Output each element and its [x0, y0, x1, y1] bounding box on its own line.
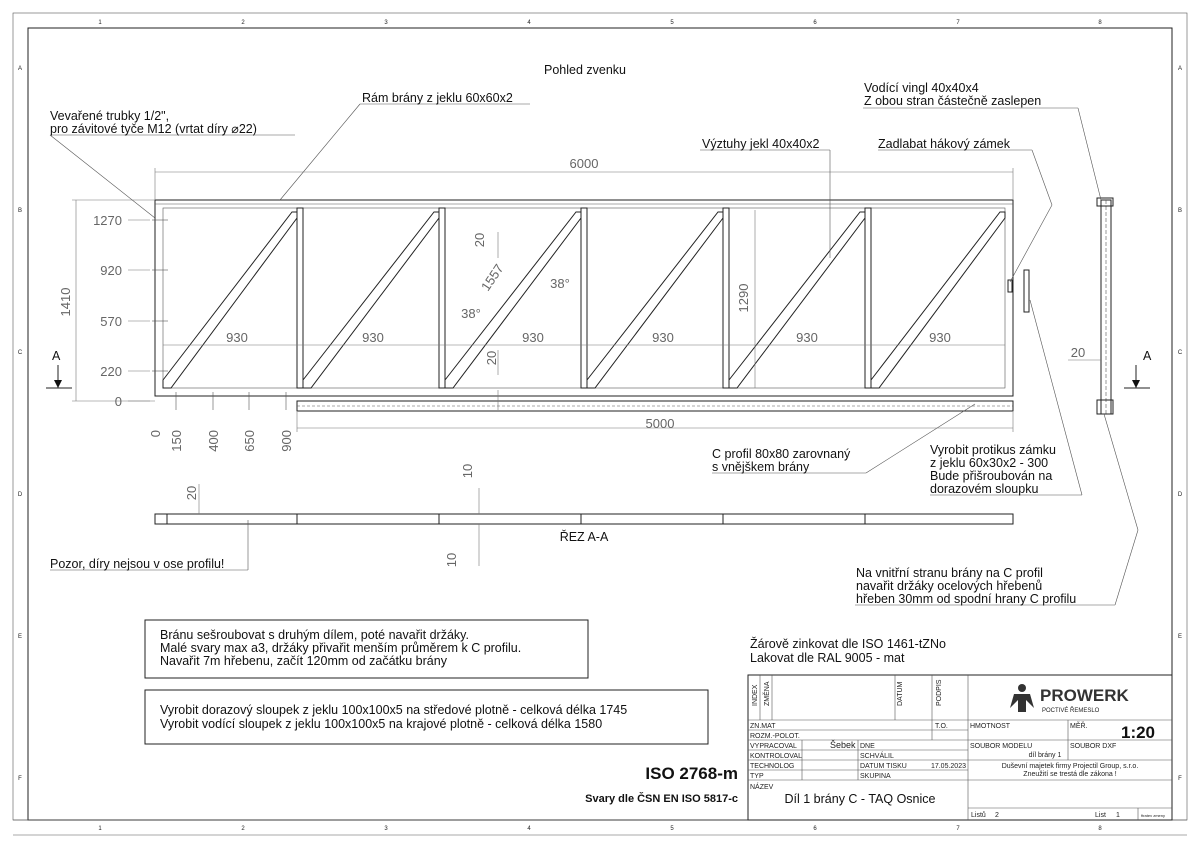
- tb-dxf-label: SOUBOR DXF: [1070, 743, 1117, 750]
- dim-y-level: 920: [100, 263, 122, 278]
- stiffeners-note: Výztuhy jekl 40x40x2: [702, 137, 820, 151]
- tb-index: INDEX: [752, 684, 759, 706]
- vertical-post: [723, 208, 729, 388]
- cprofile-note-l1: C profil 80x80 zarovnaný: [712, 447, 851, 461]
- tb-print-date: 17.05.2023: [930, 763, 966, 770]
- zone-col: 4: [527, 20, 531, 26]
- welds-note: Svary dle ČSN EN ISO 5817-c: [585, 793, 738, 805]
- dim-x-level: 150: [169, 430, 184, 452]
- logo-subtext: POCTIVÉ ŘEMESLO: [1042, 708, 1100, 714]
- tb-approved: SCHVÁLIL: [860, 753, 894, 760]
- zone-row: F: [18, 776, 22, 782]
- pipes-note-l2: pro závitové tyče M12 (vrtat díry ⌀22): [50, 122, 257, 136]
- zone-row: E: [1177, 634, 1183, 640]
- dim-y-level: 1270: [93, 213, 122, 228]
- tb-type: TYP: [750, 773, 764, 780]
- tb-checked: KONTROLOVAL: [750, 753, 802, 760]
- counter-note-l2: z jeklu 60x30x2 - 300: [930, 456, 1049, 470]
- view-title: Pohled zvenku: [543, 63, 627, 77]
- counter-note-l4: dorazovém sloupku: [930, 482, 1039, 496]
- dim-offset-bottom: 20: [484, 350, 499, 366]
- tb-model-label: SOUBOR MODELU: [970, 743, 1033, 750]
- zone-row: E: [17, 634, 23, 640]
- rack-note-l3: hřeben 30mm od spodní hrany C profilu: [856, 592, 1077, 606]
- tb-drawn-by: Šebek: [830, 740, 856, 750]
- zone-columns-top: [98, 20, 1102, 26]
- dim-diagonal: 1557: [477, 261, 507, 294]
- dim-y-level: 220: [100, 364, 122, 379]
- gate-front-view: [152, 200, 1029, 411]
- dim-offset-top: 20: [472, 232, 487, 248]
- tb-to: T.O.: [935, 723, 948, 730]
- zone-columns-bottom: [98, 826, 1102, 832]
- dim-bottom-length: 5000: [645, 416, 675, 431]
- dim-overall-height: 1410: [58, 287, 73, 317]
- zone-rows-right: [1178, 66, 1183, 782]
- dim-angle: 38°: [550, 276, 570, 291]
- tb-scale-label: MĚŘ.: [1070, 723, 1088, 730]
- tb-ip-l1: Duševní majetek firmy Projectil Group, s.r.o.: [1001, 763, 1139, 770]
- section-dim: 10: [460, 463, 475, 479]
- gate-frame-outer: [155, 200, 1013, 396]
- rack-note-l2: navařit držáky ocelových hřebenů: [856, 579, 1043, 593]
- zone-row: C: [1177, 350, 1183, 356]
- tb-signature: PODPIS: [936, 679, 943, 706]
- zone-col: 5: [670, 826, 674, 832]
- dim-panel-width: 930: [652, 330, 674, 345]
- counter-note-l3: Bude přišroubován na: [930, 469, 1053, 483]
- lock-note: Zadlabat hákový zámek: [878, 137, 1011, 151]
- tb-ip-l2: Zneužití se trestá dle zákona !: [1023, 771, 1117, 778]
- zone-col: 5: [670, 20, 674, 26]
- cprofile-note-l2: s vnějškem brány: [712, 460, 810, 474]
- tb-zn-mat: ZN.MAT: [750, 723, 776, 730]
- tb-rozm: ROZM.-POLOT.: [750, 733, 800, 740]
- dim-side-offset: 20: [1070, 345, 1086, 360]
- counter-note-l1: Vyrobit protikus zámku: [930, 443, 1056, 457]
- tb-weight: HMOTNOST: [970, 723, 1011, 730]
- zone-rows-left: [18, 66, 23, 782]
- rack-note-l1: Na vnitřní stranu brány na C profil: [856, 566, 1043, 580]
- zone-row: C: [17, 350, 23, 356]
- vertical-post: [297, 208, 303, 388]
- section-a-a: [155, 484, 1013, 566]
- dim-y-level: 570: [100, 314, 122, 329]
- tb-scale: 1:20: [1120, 723, 1156, 742]
- zone-col: 1: [98, 826, 102, 832]
- diagonal-brace: [163, 212, 297, 388]
- dim-inner-height: 1290: [736, 283, 751, 313]
- vertical-post: [865, 208, 871, 388]
- dim-panel-width: 930: [362, 330, 384, 345]
- guide-note-l1: Vodící vingl 40x40x4: [864, 81, 979, 95]
- holes-note: Pozor, díry nejsou v ose profilu!: [50, 557, 225, 571]
- zone-col: 8: [1098, 826, 1102, 832]
- zone-col: 6: [813, 20, 817, 26]
- zone-row: B: [17, 208, 23, 214]
- finish-note-l1: Žárově zinkovat dle ISO 1461-tZNo: [750, 637, 946, 651]
- side-view: [1068, 198, 1113, 414]
- note-box1-line: Navařit 7m hřebenu, začít 120mm od začátku brány: [160, 654, 447, 668]
- tb-name-label: NÁZEV: [750, 784, 774, 791]
- zone-col: 8: [1098, 20, 1102, 26]
- dim-x-level: 650: [242, 430, 257, 452]
- zone-row: D: [17, 492, 23, 498]
- iso-note: ISO 2768-m: [645, 764, 738, 783]
- zone-row: A: [1177, 66, 1183, 72]
- zone-col: 2: [241, 826, 245, 832]
- note-box2-line: Vyrobit dorazový sloupek z jeklu 100x100x5 na středové plotně - celková délka 1745: [160, 703, 628, 717]
- section-dim: 10: [444, 552, 459, 568]
- gate-frame-inner: [163, 208, 1005, 388]
- zone-row: A: [17, 66, 23, 72]
- note-box1-line: Bránu sešroubovat s druhým dílem, poté navařit držáky.: [160, 628, 469, 642]
- zone-col: 3: [384, 826, 388, 832]
- dim-overall-width: 6000: [569, 156, 599, 171]
- diagonal-brace: [303, 212, 439, 388]
- dim-x-level: 0: [148, 430, 163, 438]
- tb-sheet-label: List: [1095, 812, 1106, 819]
- section-title: ŘEZ A-A: [559, 530, 609, 544]
- lock-counterpart: [1024, 270, 1029, 312]
- dim-y-level: 0: [114, 394, 122, 409]
- finish-note-l2: Lakovat dle RAL 9005 - mat: [750, 651, 905, 665]
- tb-format: ftratev zmeny: [1141, 813, 1166, 818]
- zone-col: 2: [241, 20, 245, 26]
- dim-panel-width: 930: [522, 330, 544, 345]
- tb-sheets: 2: [995, 812, 999, 819]
- dim-panel-width: 930: [796, 330, 818, 345]
- pipes-note-l1: Vevařené trubky 1/2",: [50, 109, 170, 123]
- tb-technolog: TECHNOLOG: [750, 763, 795, 770]
- note-box2-line: Vyrobit vodící sloupek z jeklu 100x100x5 na krajové plotně - celková délka 1580: [160, 717, 603, 731]
- tb-print-date-label: DATUM TISKU: [860, 763, 907, 770]
- tb-sheet: 1: [1116, 812, 1120, 819]
- prowerk-logo: [1010, 684, 1034, 712]
- tb-date: DATUM: [897, 681, 904, 706]
- tb-model-file: díl brány 1: [1028, 752, 1062, 759]
- logo-text: PROWERK: [1040, 686, 1129, 705]
- section-dim: 20: [184, 485, 199, 501]
- zone-row: B: [1177, 208, 1183, 214]
- diagonal-brace: [445, 212, 581, 388]
- zone-col: 3: [384, 20, 388, 26]
- guide-note-l2: Z obou stran částečně zaslepen: [864, 94, 1042, 108]
- dim-angle: 38°: [461, 306, 481, 321]
- section-letter: A: [52, 349, 61, 363]
- tb-drawn-label: VYPRACOVAL: [750, 743, 797, 750]
- zone-col: 4: [527, 826, 531, 832]
- section-marker-left: [46, 349, 72, 388]
- vertical-post: [439, 208, 445, 388]
- zone-col: 6: [813, 826, 817, 832]
- pipe-marks: [152, 220, 286, 410]
- frame-note: Rám brány z jeklu 60x60x2: [362, 91, 513, 105]
- dim-x-level: 400: [206, 430, 221, 452]
- zone-col: 1: [98, 20, 102, 26]
- diagonal-brace: [587, 212, 723, 388]
- tb-sheets-label: Listů: [971, 812, 986, 819]
- tb-group: SKUPINA: [860, 773, 891, 780]
- section-marker-right: [1124, 349, 1152, 388]
- dim-x-level: 900: [279, 430, 294, 452]
- zone-row: D: [1177, 492, 1183, 498]
- zone-row: F: [1178, 776, 1182, 782]
- vertical-post: [581, 208, 587, 388]
- dim-panel-width: 930: [929, 330, 951, 345]
- dim-panel-width: 930: [226, 330, 248, 345]
- tb-change: ZMĚNA: [764, 681, 771, 706]
- zone-col: 7: [956, 20, 960, 26]
- tb-name: Díl 1 brány C - TAQ Osnice: [784, 792, 936, 806]
- diagonal-brace: [871, 212, 1005, 388]
- tb-dne: DNE: [860, 743, 875, 750]
- note-box1-line: Malé svary max a3, držáky přivařit menším průměrem k C profilu.: [160, 641, 522, 655]
- zone-col: 7: [956, 826, 960, 832]
- section-letter: A: [1143, 349, 1152, 363]
